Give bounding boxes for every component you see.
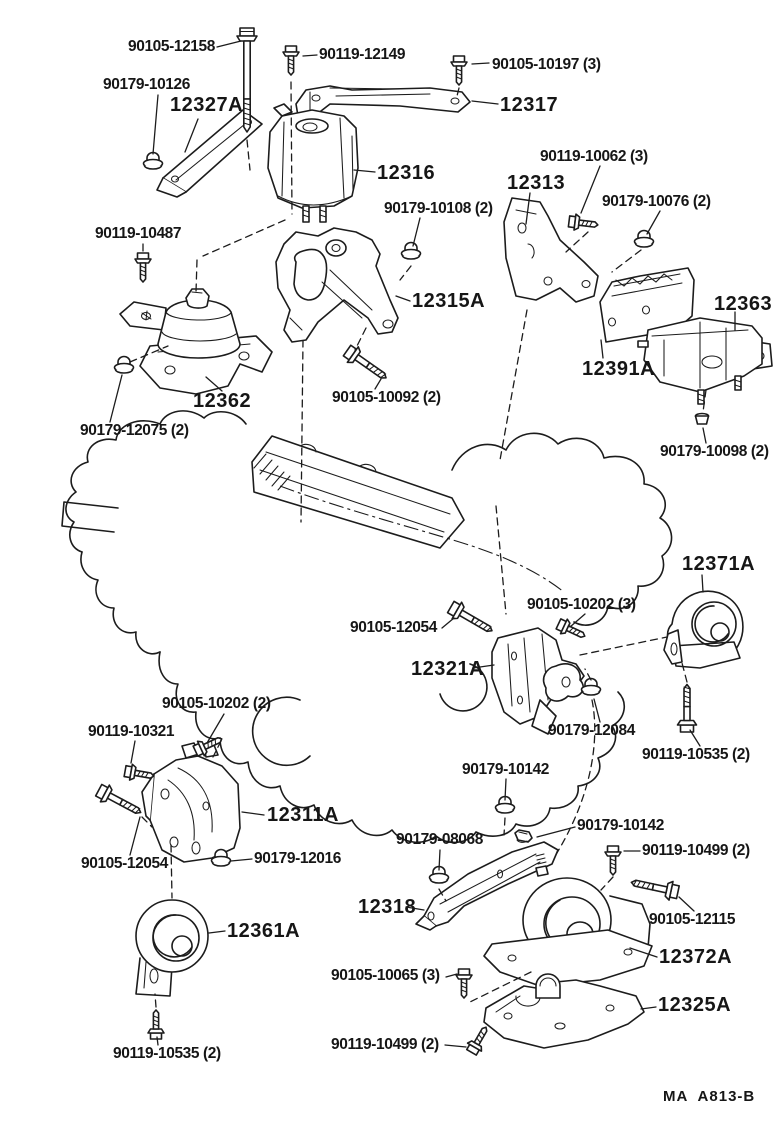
part-label-12318: 12318 xyxy=(358,896,417,918)
fastener-label-90179-10142-lower: 90179-10142 xyxy=(577,817,664,834)
fastener-label-90119-10535-right: 90119-10535 (2) xyxy=(642,746,750,763)
fastener-label-90105-10092: 90105-10092 (2) xyxy=(332,389,441,406)
bolt-90119-10535-left-icon xyxy=(148,1010,164,1039)
fastener-label-90105-12054-upper: 90105-12054 xyxy=(350,619,437,636)
part-12371a-drawing xyxy=(664,591,743,668)
nut-90179-10126-icon xyxy=(144,153,163,170)
part-label-12372a: 12372A xyxy=(659,946,733,968)
part-12313-drawing xyxy=(504,198,598,302)
bolt-90105-12054-lower-icon xyxy=(94,782,145,821)
part-label-12321a: 12321A xyxy=(411,658,485,680)
part-label-12371a: 12371A xyxy=(682,553,756,575)
fastener-label-90179-12084: 90179-12084 xyxy=(548,722,635,739)
bolt-90119-10499-right-icon xyxy=(605,846,621,875)
part-label-12325a: 12325A xyxy=(658,994,732,1016)
part-label-12363: 12363 xyxy=(714,293,773,315)
fastener-label-90119-10487: 90119-10487 xyxy=(95,225,182,242)
part-12361a-drawing xyxy=(136,900,208,996)
part-label-12315a: 12315A xyxy=(412,290,486,312)
part-label-12362: 12362 xyxy=(193,390,252,412)
fastener-label-90119-10535-left: 90119-10535 (2) xyxy=(113,1045,221,1062)
nut-90179-12084-icon xyxy=(582,679,601,696)
fastener-label-90105-10197: 90105-10197 (3) xyxy=(492,56,601,73)
fastener-label-90119-10499-bottom: 90119-10499 (2) xyxy=(331,1036,439,1053)
part-label-12361a: 12361A xyxy=(227,920,301,942)
bolt-90105-10197-icon xyxy=(451,56,467,85)
fastener-label-90179-10108: 90179-10108 (2) xyxy=(384,200,493,217)
bolt-90105-10202-3-icon xyxy=(555,617,588,644)
fastener-label-90105-10065: 90105-10065 (3) xyxy=(331,967,440,984)
fastener-label-90119-10062: 90119-10062 (3) xyxy=(540,148,648,165)
part-12311a-drawing xyxy=(142,743,240,862)
fastener-label-90105-10202-3: 90105-10202 (3) xyxy=(527,596,636,613)
fastener-label-90179-12075: 90179-12075 (2) xyxy=(80,422,189,439)
nut-90179-10108-icon xyxy=(402,243,421,260)
part-label-12316: 12316 xyxy=(377,162,436,184)
bolt-90105-10065-icon xyxy=(456,969,472,998)
nut-90179-10098-icon xyxy=(696,414,709,425)
fastener-label-90105-12158: 90105-12158 xyxy=(128,38,215,55)
part-12321a-drawing xyxy=(492,628,584,734)
nut-90179-12075-icon xyxy=(115,357,134,374)
leader-lines xyxy=(110,38,735,1047)
part-12316-drawing xyxy=(268,104,358,222)
assembly-dashed-lines xyxy=(130,82,706,1007)
part-12362-drawing xyxy=(120,289,272,394)
fastener-label-90105-10202-2: 90105-10202 (2) xyxy=(162,695,271,712)
bolt-90119-10535-right-icon xyxy=(678,685,697,733)
part-12315a-drawing xyxy=(276,228,398,342)
fastener-label-90105-12054-lower: 90105-12054 xyxy=(81,855,168,872)
bolt-90119-10062-icon xyxy=(568,213,599,232)
fastener-label-90179-08068: 90179-08068 xyxy=(396,831,483,848)
fastener-label-90119-12149: 90119-12149 xyxy=(319,46,406,63)
bolt-90119-12149-icon xyxy=(283,46,299,75)
bolt-90119-10499-bottom-icon xyxy=(465,1023,493,1056)
fastener-label-90179-12016: 90179-12016 xyxy=(254,850,341,867)
fastener-label-90179-10098: 90179-10098 (2) xyxy=(660,443,769,460)
fastener-label-90119-10499-right: 90119-10499 (2) xyxy=(642,842,750,859)
diagram-code: MA A813-B xyxy=(663,1088,756,1105)
part-label-12313: 12313 xyxy=(507,172,566,194)
fastener-label-90179-10076: 90179-10076 (2) xyxy=(602,193,711,210)
clamp-90179-10142-lower-icon xyxy=(515,830,532,842)
fastener-label-90119-10321: 90119-10321 xyxy=(88,723,175,740)
fastener-label-90179-10126: 90179-10126 xyxy=(103,76,190,93)
bolt-90105-12115-icon xyxy=(629,873,679,901)
fastener-label-90105-12115: 90105-12115 xyxy=(649,911,736,928)
part-12363-drawing xyxy=(638,318,772,404)
part-label-12311a: 12311A xyxy=(267,804,339,826)
nut-90179-10076-icon xyxy=(635,231,654,248)
bolt-90105-10092-icon xyxy=(342,343,392,386)
part-12325a-drawing xyxy=(484,974,644,1048)
bolt-90119-10487-icon xyxy=(135,253,151,282)
part-label-12317: 12317 xyxy=(500,94,559,116)
part-label-12391a: 12391A xyxy=(582,358,656,380)
fastener-label-90179-10142-upper: 90179-10142 xyxy=(462,761,549,778)
part-label-12327a: 12327A xyxy=(170,94,244,116)
